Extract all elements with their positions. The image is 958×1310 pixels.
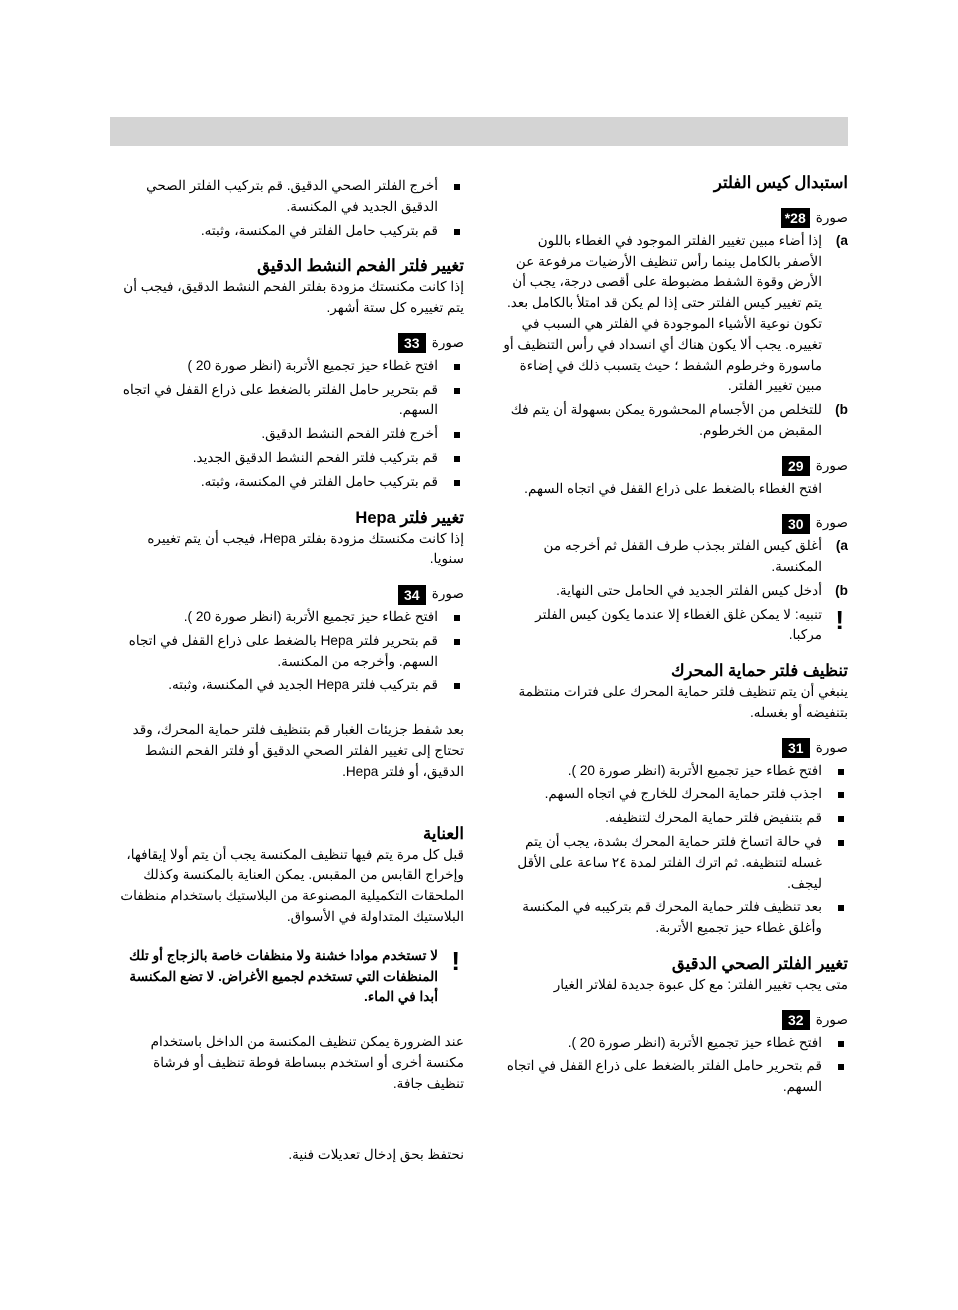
list-item [502,897,848,939]
figure-label: صورة [431,586,464,602]
list-item-text: افتح غطاء حيز تجميع الأتربة (انظر صورة 20 ). [183,608,438,624]
warning-note [118,946,464,1008]
list-item-text: في حالة اتساخ فلتر حماية المحرك بشدة، يجب أن يتم غسله لتنظيفه. ثم اترك الفلتر لمدة ٢٤ ساعة على الأقل ليجف. [517,833,822,891]
section-heading: العناية [422,824,464,843]
bullet-square-icon [838,1064,844,1070]
section-heading: تنظيف فلتر حماية المحرك [670,662,848,681]
bullet-list [118,176,464,241]
list-item-text: اجذب فلتر حماية المحرك للخارج في اتجاه السهم. [544,786,822,802]
figure-label: صورة [815,210,848,225]
figure-reference [502,456,848,477]
bullet-square-icon [454,639,460,645]
warning-text: لا تستخدم موادا خشنة ولا منظفات خاصة بالزجاج أو تلك المنظفات التي تستخدم لجميع الأغراض. لا تضع المكنسة أبدا في الماء. [129,947,438,1005]
bullet-list [118,356,464,493]
paragraph: إذا كانت مكنستك مزودة بفلتر Hepa، فيجب أن يتم تغييره سنويا. [147,530,464,567]
warning-text: تنبيه: لا يمكن غلق الغطاء إلا عندما يكون كيس الفلتر مركبا. [535,606,822,643]
bullet-square-icon [454,480,460,486]
bullet-list [118,607,464,696]
paragraph: قبل كل مرة يتم فيها تنظيف المكنسة يجب أن يتم أولا إيقافها، وإخراج القابس من المقبس. يمكن العناية بالمكنسة وكذلك الملحقات التكميلية المصنوعة من البلاستيك باستخدام منظفات البلاستيك المتداولة في الأسواق. [120,846,464,924]
figure-number-badge: 29 [782,456,810,476]
list-item-text: قم بتركيب حامل الفلتر في المكنسة، وثبته. [200,222,438,238]
warning-note [502,605,848,647]
lettered-list [502,536,848,601]
exclamation-icon: ! [835,604,844,635]
bullet-square-icon [454,364,460,370]
list-item-text: افتح غطاء حيز تجميع الأتربة (انظر صورة 20 ). [567,1034,822,1050]
list-item-text: قم بتركيب فلتر Hepa الجديد في المكنسة، وثبته. [168,677,438,693]
list-item-text: قم بتنفيض فلتر حماية المحرك لتنظيفه. [605,810,822,826]
list-item [118,424,464,445]
list-item-text: قم بتركيب حامل الفلتر في المكنسة، وثبته. [200,473,438,489]
list-item-text: أخرج فلتر الفحم النشط الدقيق. [261,426,438,442]
paragraph: افتح الغطاء بالضغط على ذراع القفل في اتجاه السهم. [524,480,822,496]
list-item-text: قم بتحرير حامل الفلتر بالضغط على ذراع القفل في اتجاه السهم. [506,1058,822,1095]
bullet-square-icon [454,432,460,438]
bullet-list [502,1033,848,1098]
bullet-square-icon [838,792,844,798]
bullet-square-icon [454,683,460,689]
list-item-text: افتح غطاء حيز تجميع الأتربة (انظر صورة 20 ). [567,762,822,778]
list-item [118,675,464,696]
figure-label: صورة [431,334,464,350]
figure-reference [118,333,464,354]
lettered-list [502,231,848,442]
section-heading: تغيير فلتر Hepa [355,508,464,527]
list-item-text: أخرج الفلتر الصحي الدقيق. قم بتركيب الفلتر الصحي الدقيق الجديد في المكنسة. [146,178,438,214]
list-item-text: قم بتحرير فلتر Hepa بالضغط على ذراع القفل في اتجاه السهم. وأخرجه من المكنسة. [128,632,438,669]
figure-label: صورة [815,457,848,473]
item-letter: (a [835,232,848,248]
list-item [118,472,464,493]
lettered-item [502,400,848,442]
section-heading: تغيير الفلتر الصحي الدقيق [671,954,848,973]
list-item [118,176,464,218]
paragraph: بعد شفط جزيئات الغبار قم بتنظيف فلتر حماية المحرك، وقد تحتاج إلى تغيير الفلتر الصحي الدقيق أو فلتر الفحم النشط الدقيق، أو فلتر Hepa. [132,722,464,779]
item-text: أدخل كيس الفلتر الجديد في الحامل حتى النهاية. [556,582,822,598]
paragraph: إذا كانت مكنستك مزودة بفلتر الفحم النشط الدقيق، فيجب أن يتم تغييره كل ستة أشهر. [123,279,464,316]
item-text: إذا أضاء مبين تغيير الفلتر الموجود في الغطاء باللون الأصفر بالكامل بينما رأس تنظيف الأرضيات مرفوعة عن الأرض وقوة الشفط مضبوطة على أقصى درجة، يجب أن يتم تغيير كيس الفلتر حتى إذا لم يكن قد امتلأ بالكامل بعد. تكون نوعية الأشياء الموجودة في الفلتر هي السبب في تغييره. يجب ألا يكون هناك أي انسداد في رأس التنظيف أو ماسورة وخرطوم الشفط ؛ حيث يتسبب ذلك في إضاءة مبين تغيير الفلتر. [503,232,822,394]
list-item [502,761,848,782]
bullet-square-icon [454,388,460,394]
figure-reference [502,208,848,229]
section-heading: استبدال كيس الفلتر [713,174,848,192]
bullet-square-icon [838,769,844,775]
item-letter: (b [835,402,848,418]
bullet-square-icon [838,905,844,911]
left-column [118,176,464,1165]
figure-label: صورة [815,1011,848,1027]
bullet-square-icon [838,1041,844,1047]
figure-number-badge: 33 [398,333,426,353]
bullet-square-icon [838,840,844,846]
bullet-square-icon [454,615,460,621]
section-heading: تغيير فلتر الفحم النشط الدقيق [257,257,464,276]
paragraph: متى يجب تغيير الفلتر: مع كل عبوة جديدة لفلاتر الغيار [553,976,848,992]
figure-number-badge: 30 [782,514,810,534]
header-bar [110,117,848,146]
lettered-item [502,581,848,602]
item-text: للتخلص من الأجسام المحشورة يمكن بسهولة أن يتم فك المقبض من الخرطوم. [510,402,822,438]
bullet-square-icon [838,816,844,822]
lettered-item [502,536,848,578]
list-item [502,832,848,894]
item-letter: (a [835,538,848,554]
list-item [502,784,848,805]
figure-reference [502,513,848,534]
figure-label: صورة [815,515,848,531]
list-item [118,380,464,422]
list-item [502,808,848,829]
right-column [502,172,848,1101]
list-item-text: قم بتحرير حامل الفلتر بالضغط على ذراع القفل في اتجاه السهم. [122,381,438,418]
paragraph: نحتفظ بحق إدخال تعديلات فنية. [288,1146,464,1162]
item-letter: (b [835,582,848,598]
figure-number-badge: 34 [398,585,426,605]
list-item [118,221,464,242]
list-item [118,356,464,377]
bullet-list [502,761,848,939]
paragraph: ينبغي أن يتم تنظيف فلتر حماية المحرك على فترات منتظمة بتنفيضه أو بغسله. [518,684,848,720]
list-item [502,1056,848,1098]
list-item-text: افتح غطاء حيز تجميع الأتربة (انظر صورة 20 ) [187,357,438,373]
bullet-square-icon [454,456,460,462]
figure-reference [502,738,848,759]
list-item [118,607,464,628]
paragraph: عند الضرورة يمكن تنظيف المكنسة من الداخل باستخدام مكنسة أخرى أو استخدم ببساطة فوطة تنظيف أو فرشاة تنظيف جافة. [150,1034,464,1091]
list-item-text: بعد تنظيف فلتر حماية المحرك قم بتركيبه في المكنسة وأغلق غطاء حيز تجميع الأتربة. [522,899,822,936]
item-text: أغلق كيس الفلتر بجذب طرف القفل ثم أخرجه من المكنسة. [543,538,822,574]
list-item [118,448,464,469]
bullet-square-icon [454,229,460,235]
list-item [502,1033,848,1054]
bullet-square-icon [454,184,460,190]
figure-number-badge: 28* [781,208,810,228]
figure-label: صورة [815,739,848,755]
list-item [118,631,464,673]
exclamation-icon: ! [451,945,460,976]
figure-number-badge: 32 [782,1010,810,1030]
figure-reference [502,1010,848,1031]
list-item-text: قم بتركيب فلتر الفحم النشط الدقيق الجديد. [192,449,438,465]
figure-reference [118,584,464,605]
lettered-item [502,231,848,397]
figure-number-badge: 31 [782,738,810,758]
